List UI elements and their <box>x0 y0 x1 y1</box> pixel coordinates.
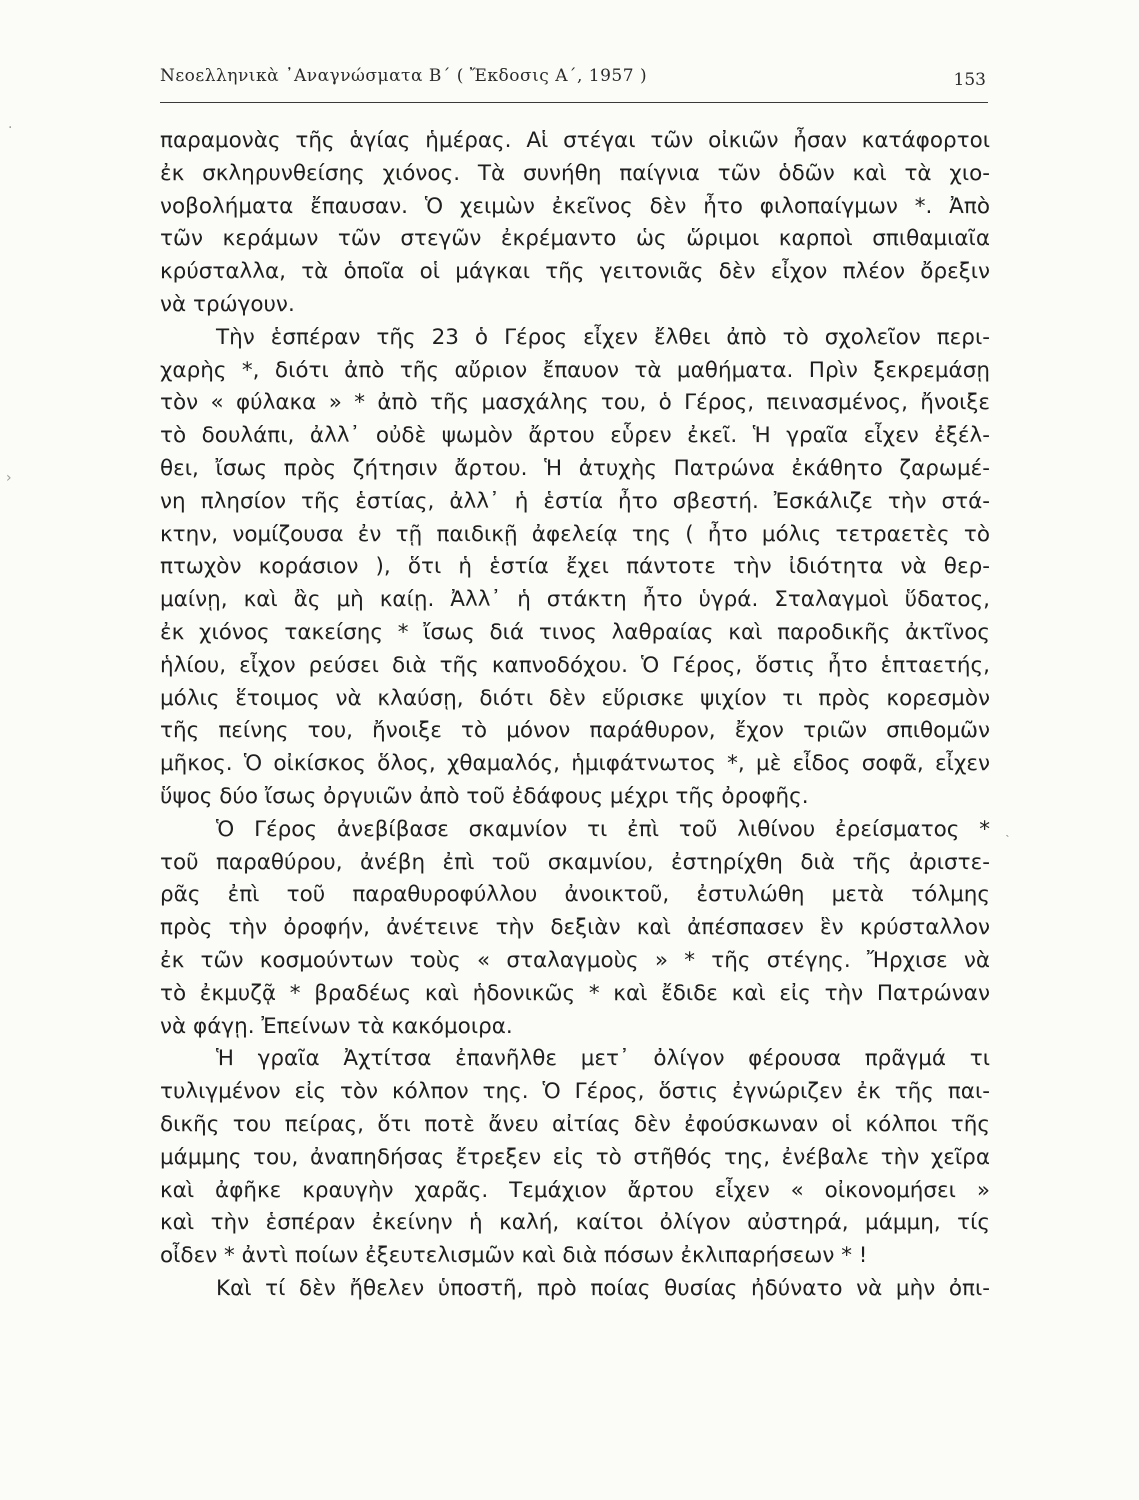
margin-speck: › <box>6 470 12 486</box>
text-line: νοβολήματα ἔπαυσαν. Ὁ χειμὼν ἐκεῖνος δὲν ἦτο φιλοπαίγμων *. Ἀπὸ <box>160 193 990 219</box>
text-line: μόλις ἕτοιμος νὰ κλαύσῃ, διότι δὲν εὕρισκε ψιχίον τι πρὸς κορεσμὸν <box>160 685 990 711</box>
paragraph <box>160 1043 990 1273</box>
text-line: πρὸς τὴν ὀροφήν, ἀνέτεινε τὴν δεξιὰν καὶ ἀπέσπασεν ἓν κρύσταλλον <box>160 915 990 941</box>
text-line: καὶ τὴν ἑσπέραν ἐκείνην ἡ καλή, καίτοι ὀλίγον αὐστηρά, μάμμη, τίς <box>160 1210 990 1236</box>
page-header <box>160 62 988 103</box>
text-line: νὰ φάγῃ. Ἐπείνων τὰ κακόμοιρα. <box>160 1013 513 1039</box>
text-line: μάμμης του, ἀναπηδήσας ἔτρεξεν εἰς τὸ στῆθός της, ἐνέβαλε τὴν χεῖρα <box>160 1144 990 1170</box>
paragraph <box>160 125 990 322</box>
text-line: Καὶ τί δὲν ἤθελεν ὑποστῆ, πρὸ ποίας θυσίας ἠδύνατο νὰ μὴν ὀπι- <box>216 1275 990 1301</box>
text-line: κρύσταλλα, τὰ ὁποῖα οἱ μάγκαι τῆς γειτονιᾶς δὲν εἶχον πλέον ὄρεξιν <box>160 259 990 285</box>
text-line: ἡλίου, εἶχον ρεύσει διὰ τῆς καπνοδόχου. Ὁ Γέρος, ὅστις ἦτο ἑπταετής, <box>160 652 990 678</box>
text-line: Τὴν ἑσπέραν τῆς 23 ὁ Γέρος εἶχεν ἔλθει ἀπὸ τὸ σχολεῖον περι- <box>216 324 990 350</box>
margin-speck: · <box>8 120 13 136</box>
text-line: νὰ τρώγουν. <box>160 291 295 317</box>
text-line: τυλιγμένον εἰς τὸν κόλπον της. Ὁ Γέρος, ὅστις ἐγνώριζεν ἐκ τῆς παι- <box>160 1079 990 1105</box>
text-line: τὸ ἐκμυζᾷ * βραδέως καὶ ἡδονικῶς * καὶ ἔδιδε καὶ εἰς τὴν Πατρώναν <box>160 980 990 1006</box>
text-line: πτωχὸν κοράσιον ), ὅτι ἡ ἑστία ἔχει πάντοτε τὴν ἰδιότητα νὰ θερ- <box>160 554 990 580</box>
text-line: χαρὴς *, διότι ἀπὸ τῆς αὔριον ἔπαυον τὰ μαθήματα. Πρὶν ξεκρεμάσῃ <box>160 357 990 383</box>
page-number: 153 <box>953 70 986 90</box>
text-line: κτην, νομίζουσα ἐν τῇ παιδικῇ ἀφελείᾳ της ( ἦτο μόλις τετραετὲς τὸ <box>160 521 990 547</box>
text-line: παραμονὰς τῆς ἁγίας ἡμέρας. Αἱ στέγαι τῶν οἰκιῶν ἦσαν κατάφορτοι <box>160 128 990 153</box>
text-line: ἐκ χιόνος τακείσης * ἴσως διά τινος λαθραίας καὶ παροδικῆς ἀκτῖνος <box>160 619 990 645</box>
text-line: μαίνῃ, καὶ ἂς μὴ καίῃ. Ἀλλ᾿ ἡ στάκτη ἦτο ὑγρά. Σταλαγμοὶ ὕδατος, <box>160 587 990 613</box>
text-line: νη πλησίον τῆς ἑστίας, ἀλλ᾿ ἡ ἑστία ἦτο σβεστή. Ἐσκάλιζε τὴν στά- <box>160 488 990 514</box>
text-line: τοῦ παραθύρου, ἀνέβη ἐπὶ τοῦ σκαμνίου, ἐστηρίχθη διὰ τῆς ἀριστε- <box>160 849 990 875</box>
text-line: τῶν κεράμων τῶν στεγῶν ἐκρέμαντο ὡς ὥριμοι καρποὶ σπιθαμιαῖα <box>160 226 990 252</box>
text-line: ὕψος δύο ἴσως ὀργυιῶν ἀπὸ τοῦ ἐδάφους μέχρι τῆς ὀροφῆς. <box>160 783 809 809</box>
body-text <box>160 125 990 1306</box>
text-line: τὸν « φύλακα » * ἀπὸ τῆς μασχάλης του, ὁ Γέρος, πεινασμένος, ἤνοιξε <box>160 390 990 416</box>
text-line: ἐκ τῶν κοσμούντων τοὺς « σταλαγμοὺς » * τῆς στέγης. Ἤρχισε νὰ <box>160 947 990 973</box>
text-line: ρᾶς ἐπὶ τοῦ παραθυροφύλλου ἀνοικτοῦ, ἐστυλώθη μετὰ τόλμης <box>160 882 990 908</box>
paragraph <box>160 814 990 1044</box>
text-line: καὶ ἀφῆκε κραυγὴν χαρᾶς. Τεμάχιον ἄρτου εἶχεν « οἰκονομήσει » <box>160 1177 990 1203</box>
paragraph <box>160 1273 990 1306</box>
text-line: ἐκ σκληρυνθείσης χιόνος. Τὰ συνήθη παίγνια τῶν ὁδῶν καὶ τὰ χιο- <box>160 160 990 186</box>
text-line: οἶδεν * ἀντὶ ποίων ἐξευτελισμῶν καὶ διὰ πόσων ἐκλιπαρήσεων * ! <box>160 1243 868 1269</box>
paragraph <box>160 322 990 814</box>
text-line: θει, ἴσως πρὸς ζήτησιν ἄρτου. Ἡ ἀτυχὴς Πατρώνα ἐκάθητο ζαρωμέ- <box>160 455 990 481</box>
text-line: δικῆς του πείρας, ὅτι ποτὲ ἄνευ αἰτίας δὲν ἐφούσκωναν οἱ κόλποι τῆς <box>160 1111 990 1137</box>
text-line: Ὁ Γέρος ἀνεβίβασε σκαμνίον τι ἐπὶ τοῦ λιθίνου ἐρείσματος * <box>216 816 990 842</box>
text-line: Ἡ γραῖα Ἀχτίτσα ἐπανῆλθε μετ᾿ ὀλίγον φέρουσα πρᾶγμά τι <box>216 1046 990 1072</box>
text-line: τῆς πείνης του, ἤνοιξε τὸ μόνον παράθυρον, ἔχον τριῶν σπιθομῶν <box>160 718 990 744</box>
margin-speck: ˴ <box>1005 827 1010 843</box>
text-line: τὸ δουλάπι, ἀλλ᾿ οὐδὲ ψωμὸν ἄρτου εὗρεν ἐκεῖ. Ἡ γραῖα εἶχεν ἐξέλ- <box>160 423 990 449</box>
running-title: Νεοελληνικὰ ᾿Αναγνώσματα Β΄ ( Ἔκδοσις Α΄, 1957 ) <box>160 66 648 86</box>
text-line: μῆκος. Ὁ οἰκίσκος ὅλος, χθαμαλός, ἡμιφάτνωτος *, μὲ εἶδος σοφᾶ, εἶχεν <box>160 751 990 777</box>
